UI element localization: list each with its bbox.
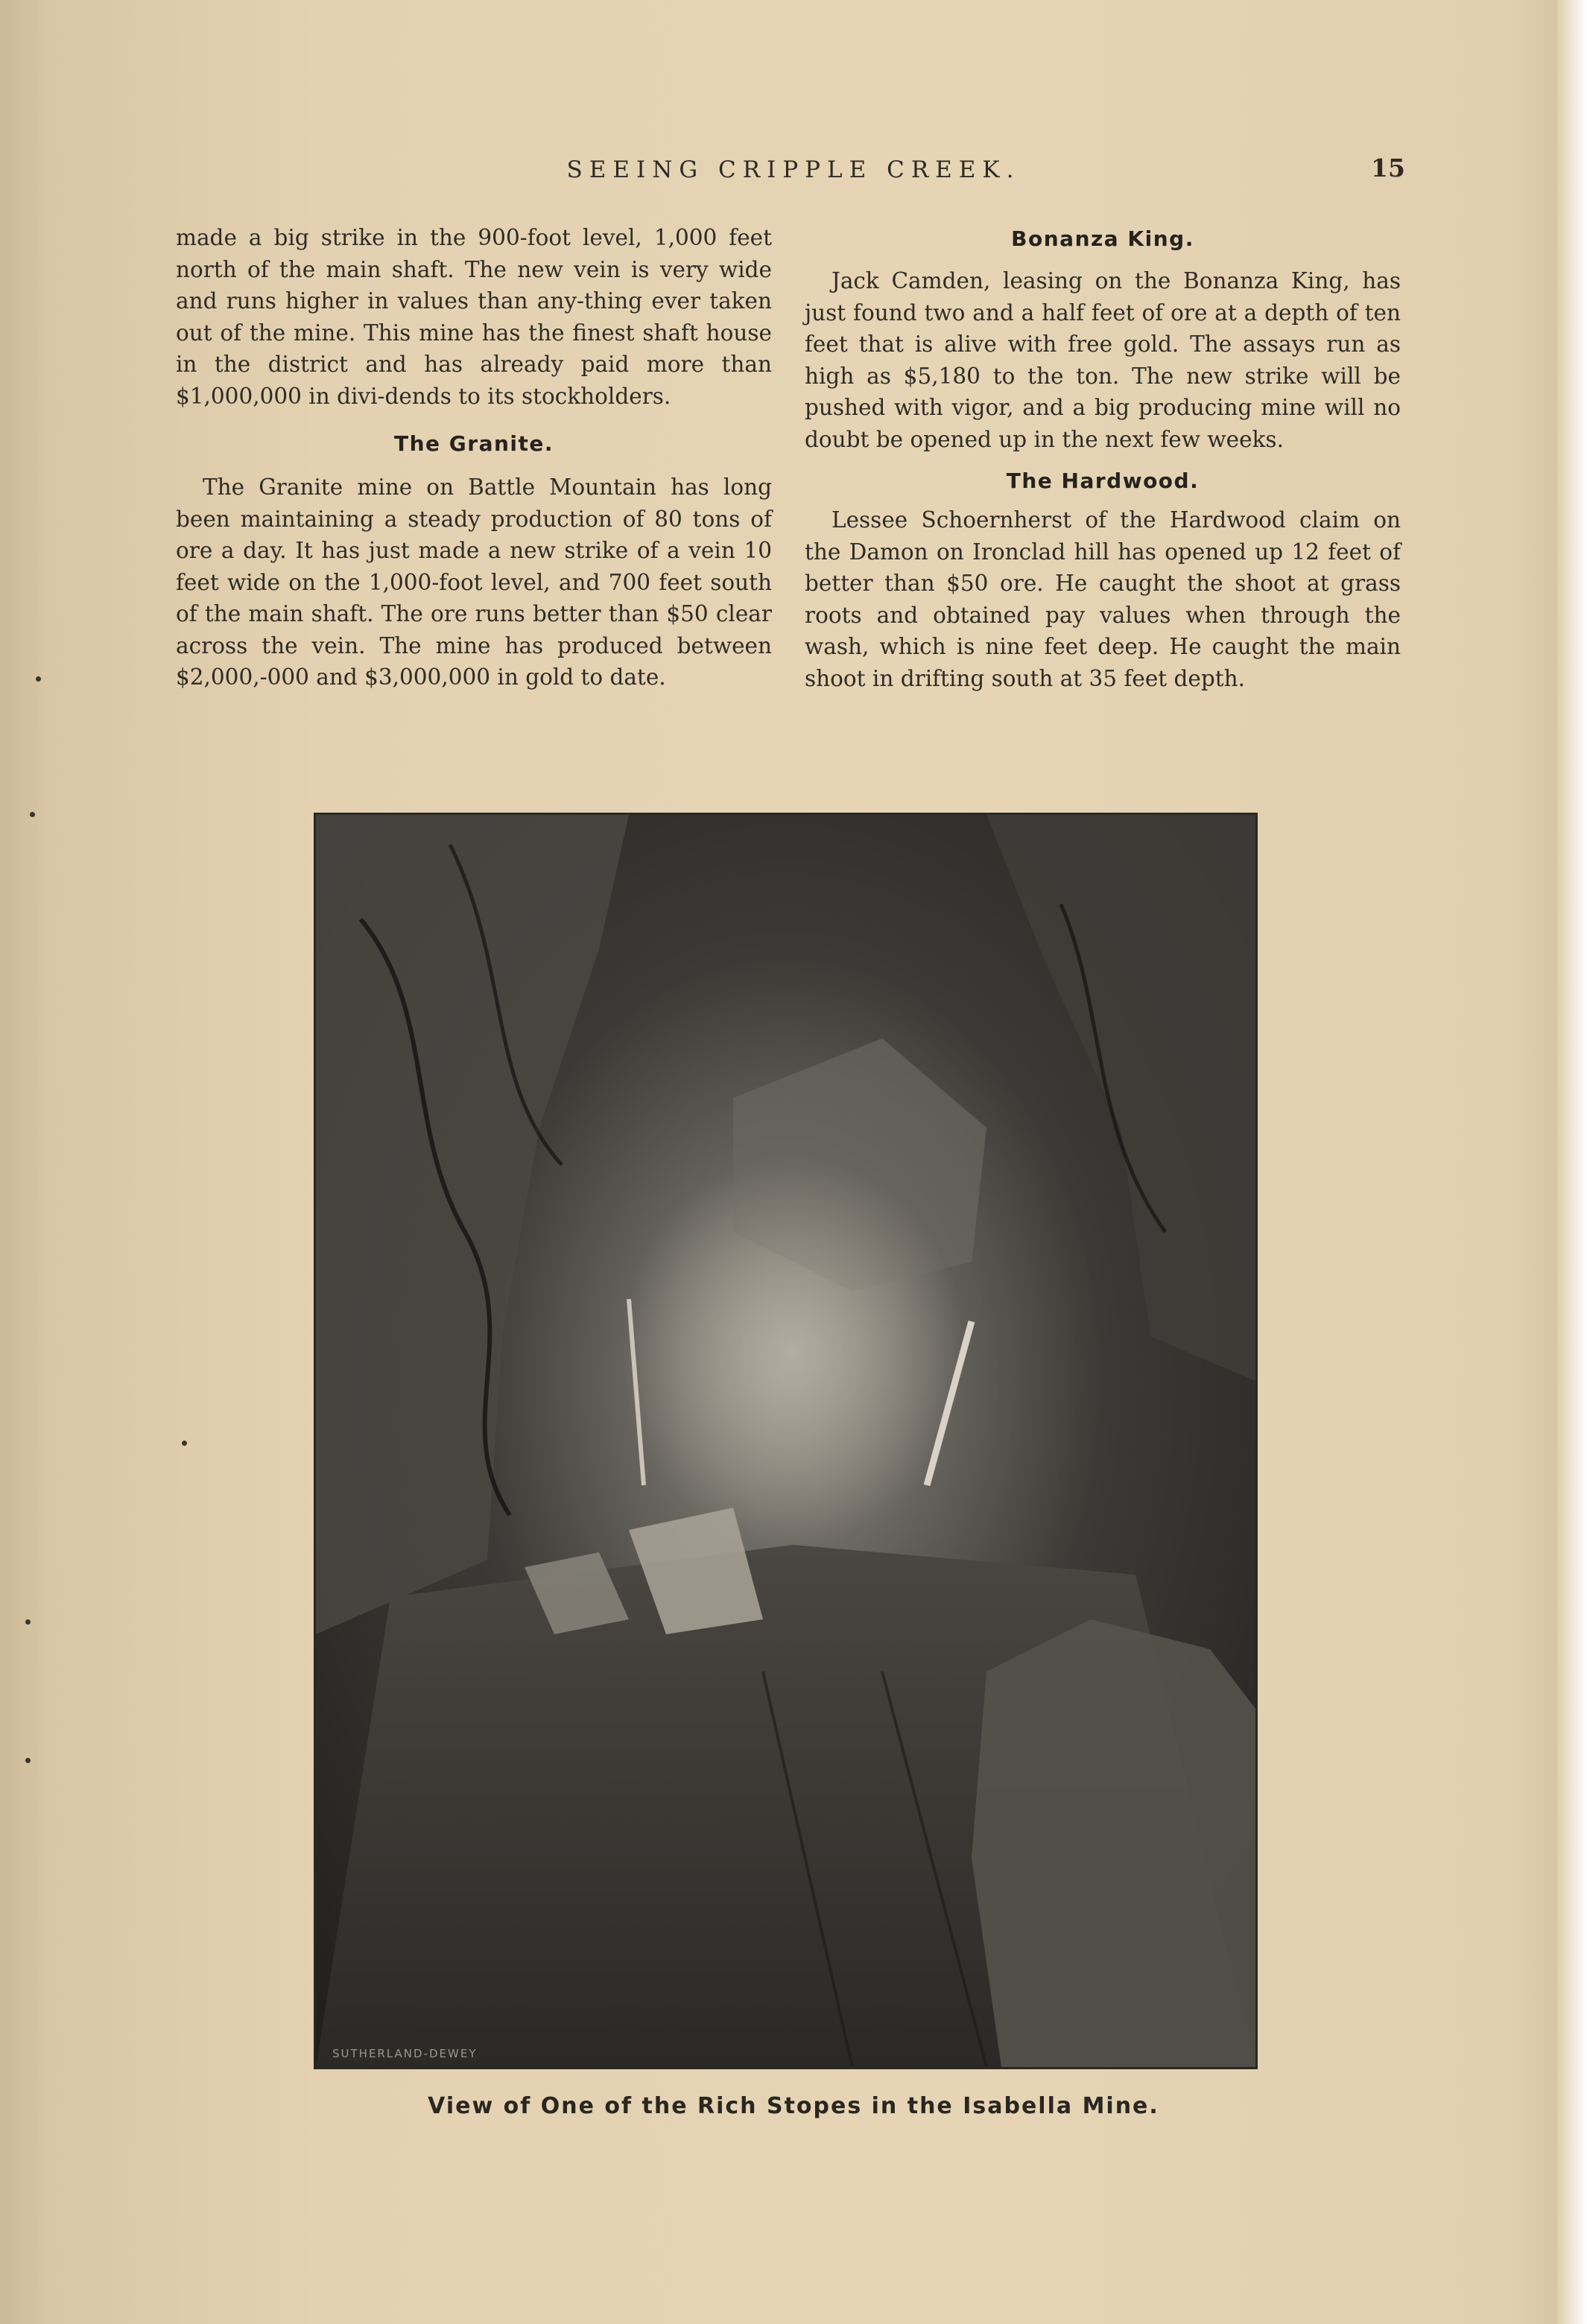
photo-credit: SUTHERLAND-DEWEY [332, 2047, 478, 2060]
paper-edge [1557, 0, 1587, 2324]
scan-speck [25, 1619, 31, 1625]
mine-stope-photo [314, 813, 1258, 2069]
granite-heading: The Granite. [394, 431, 554, 456]
mine-stope-photo-image [316, 815, 1255, 2067]
granite-paragraph: The Granite mine on Battle Mountain has long been maintaining a steady production of 80 tons of ore a day. It has just made a new strike of a vein 10 feet wide on the 1,000-foot level, and 700 feet south of the main shaft. The ore runs better than $50 clear across the vein. The mine has produced between $2,000,-000 and $3,000,000 in gold to date. [176, 474, 772, 690]
left-column [176, 222, 772, 693]
scan-speck [25, 1758, 31, 1763]
scan-speck [182, 1441, 187, 1446]
bonanza-king-paragraph: Jack Camden, leasing on the Bonanza King, has just found two and a half feet of ore at a depth of ten feet that is alive with free gold. The assays run as high as $5,180 to the ton. The new strike will be pushed with vigor, and a big producing mine will no doubt be opened up in the next few weeks. [805, 268, 1401, 452]
scan-speck [30, 812, 35, 817]
hardwood-heading: The Hardwood. [1006, 469, 1200, 493]
page-number: 15 [1371, 153, 1405, 182]
right-column [805, 223, 1401, 694]
figure-caption: View of One of the Rich Stopes in the Isabella Mine. [428, 2093, 1159, 2119]
running-head: SEEING CRIPPLE CREEK. [566, 156, 1021, 183]
bonanza-king-heading: Bonanza King. [1011, 226, 1194, 251]
scan-speck [36, 676, 41, 682]
continued-paragraph: made a big strike in the 900-foot level, 1,000 feet north of the main shaft. The new vein is very wide and runs higher in values than any-thing ever taken out of the mine. This mine has the finest shaft house in the district and has already paid more than $1,000,000 in divi-dends to its stockholders. [176, 225, 772, 409]
hardwood-paragraph: Lessee Schoernherst of the Hardwood claim on the Damon on Ironclad hill has opened up 12 feet of better than $50 ore. He caught the shoot at grass roots and obtained pay values when through the wash, which is nine feet deep. He caught the main shoot in drifting south at 35 feet depth. [805, 507, 1401, 691]
